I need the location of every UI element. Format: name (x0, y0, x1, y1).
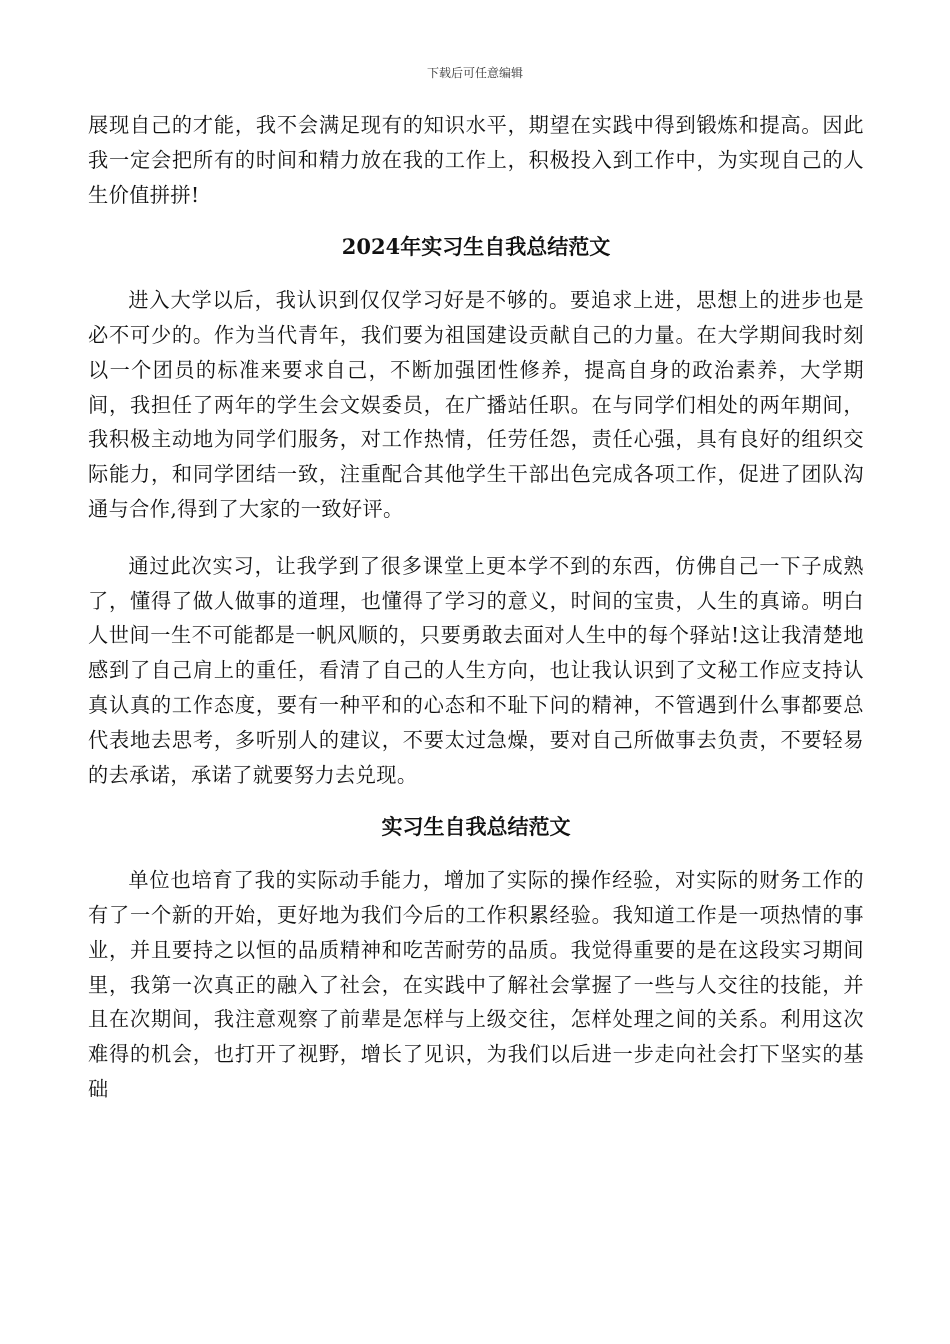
spacer (88, 212, 864, 230)
document-body (88, 108, 864, 1107)
paragraph-continuation: 展现自己的才能，我不会满足现有的知识水平，期望在实践中得到锻炼和提高。因此我一定会把所有的时间和精力放在我的工作上，积极投入到工作中，为实现自己的人生价值拼拼! (88, 113, 864, 207)
spacer (88, 845, 864, 863)
paragraph-work-ability: 单位也培育了我的实际动手能力，增加了实际的操作经验，对实际的财务工作的有了一个新的开始，更好地为我们今后的工作积累经验。我知道工作是一项热情的事业，并且要持之以恒的品质精神和吃苦耐劳的品质。我觉得重要的是在这段实习期间里，我第一次真正的融入了社会，在实践中了解社会掌握了一些与人交往的技能，并且在次期间，我注意观察了前辈是怎样与上级交往，怎样处理之间的关系。利用这次难得的机会，也打开了视野，增长了见识，为我们以后进一步走向社会打下坚实的基础 (88, 868, 864, 1101)
page-header: 下载后可任意编辑 (426, 66, 523, 80)
paragraph-internship: 通过此次实习，让我学到了很多课堂上更本学不到的东西，仿佛自己一下子成熟了，懂得了做人做事的道理，也懂得了学习的意义，时间的宝贵，人生的真谛。明白人世间一生不可能都是一帆风顺的，只要勇敢去面对人生中的每个驿站!这让我清楚地感到了自己肩上的重任，看清了自己的人生方向，也让我认识到了文秘工作应支持认真认真的工作态度，要有一种平和的心态和不耻下问的精神，不管遇到什么事都要总代表地去思考，多听别人的建议，不要太过急燥，要对自己所做事去负责，不要轻易的去承诺，承诺了就要努力去兑现。 (88, 553, 864, 787)
paragraph-university: 进入大学以后，我认识到仅仅学习好是不够的。要追求上进，思想上的进步也是必不可少的。作为当代青年，我们要为祖国建设贡献自己的力量。在大学期间我时刻以一个团员的标准来要求自己，不断加强团性修养，提高自身的政治素养，大学期间，我担任了两年的学生会文娱委员，在广播站任职。在与同学们相处的两年期间，我积极主动地为同学们服务，对工作热情，任劳任怨，责任心强，具有良好的组织交际能力，和同学团结一致，注重配合其他学生干部出色完成各项工作，促进了团队沟通与合作,得到了大家的一致好评。 (88, 288, 864, 521)
spacer (88, 527, 864, 549)
spacer (88, 265, 864, 283)
spacer (88, 792, 864, 810)
section-heading-summary: 实习生自我总结范文 (381, 814, 571, 840)
section-heading-2024: 2024年实习生自我总结范文 (341, 234, 611, 260)
